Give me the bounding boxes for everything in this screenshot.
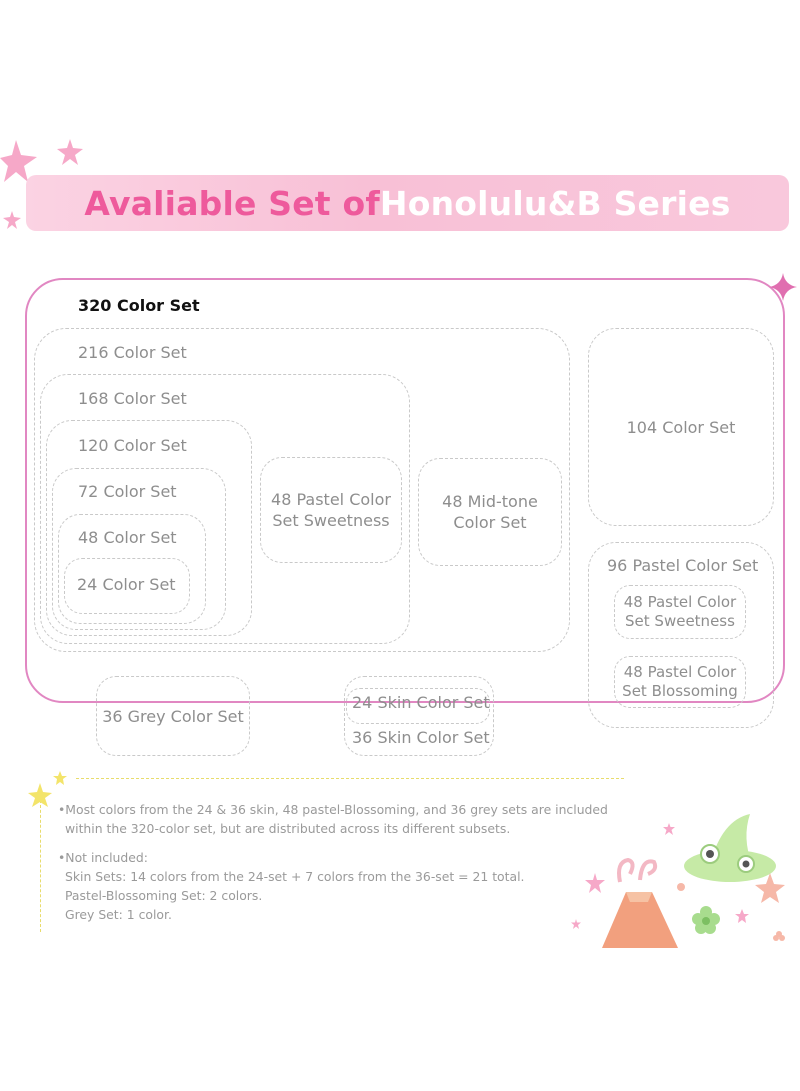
set-48-pastel-sweetness-b-label-1: 48 Pastel Color — [623, 593, 737, 611]
volcano-icon — [598, 852, 682, 952]
set-48-label: 48 Color Set — [78, 528, 177, 547]
star-icon — [734, 908, 750, 924]
set-48-pastel-sweetness-b-box — [614, 585, 746, 639]
set-36-grey-label: 36 Grey Color Set — [102, 706, 244, 726]
set-48-pastel-sweetness-label-1: 48 Pastel Color — [271, 490, 391, 509]
star-icon — [2, 210, 22, 230]
divider-line — [76, 778, 624, 779]
set-24-skin-label: 24 Skin Color Set — [352, 693, 490, 712]
set-48-midtone-label-1: 48 Mid-tone — [442, 492, 538, 511]
set-48-pastel-blossoming-label-2: Set Blossoming — [622, 682, 738, 700]
set-72-label: 72 Color Set — [78, 482, 177, 501]
star-icon — [584, 872, 606, 894]
set-48-pastel-blossoming-label-1: 48 Pastel Color — [623, 663, 737, 681]
note-line: Skin Sets: 14 colors from the 24-set + 7 colors from the 36-set = 21 total. — [65, 869, 525, 884]
title-banner — [26, 175, 789, 231]
star-icon — [56, 138, 84, 166]
sparkle-icon — [768, 272, 798, 302]
divider-line — [40, 800, 41, 932]
note-line: Pastel-Blossoming Set: 2 colors. — [65, 888, 263, 903]
flower-icon — [690, 904, 722, 936]
set-24-label: 24 Color Set — [77, 575, 176, 594]
star-icon — [52, 770, 68, 786]
sparkle-icon — [676, 882, 686, 892]
star-icon — [570, 918, 582, 930]
note-line: •Not included: — [58, 850, 148, 865]
set-48-pastel-sweetness-label-2: Set Sweetness — [272, 511, 390, 530]
note-line: within the 320-color set, but are distributed across its different subsets. — [65, 821, 511, 836]
set-48-pastel-sweetness-b-label-2: Set Sweetness — [625, 612, 735, 630]
flower-icon — [772, 930, 786, 944]
set-36-skin-label: 36 Skin Color Set — [352, 728, 490, 747]
star-icon — [754, 872, 786, 904]
note-line: Grey Set: 1 color. — [65, 907, 172, 922]
set-96-pastel-label: 96 Pastel Color Set — [607, 556, 759, 575]
star-icon — [662, 822, 676, 836]
set-104-label: 104 Color Set — [626, 417, 736, 437]
set-48-midtone-label-2: Color Set — [453, 513, 527, 532]
note-line: •Most colors from the 24 & 36 skin, 48 pastel-Blossoming, and 36 grey sets are included — [58, 802, 608, 817]
set-36-grey-box — [96, 676, 250, 756]
title-part-1: Avaliable Set of — [84, 183, 380, 223]
set-216-label: 216 Color Set — [78, 343, 187, 362]
set-48-pastel-blossoming-box — [614, 656, 746, 708]
set-48-pastel-sweetness-box — [260, 457, 402, 563]
set-104-box — [588, 328, 774, 526]
set-168-label: 168 Color Set — [78, 389, 187, 408]
set-48-midtone-box — [418, 458, 562, 566]
set-120-label: 120 Color Set — [78, 436, 187, 455]
title-part-2: Honolulu&B Series — [379, 183, 731, 223]
set-320-label: 320 Color Set — [78, 296, 200, 315]
star-icon — [27, 782, 53, 808]
footnotes — [58, 800, 638, 924]
